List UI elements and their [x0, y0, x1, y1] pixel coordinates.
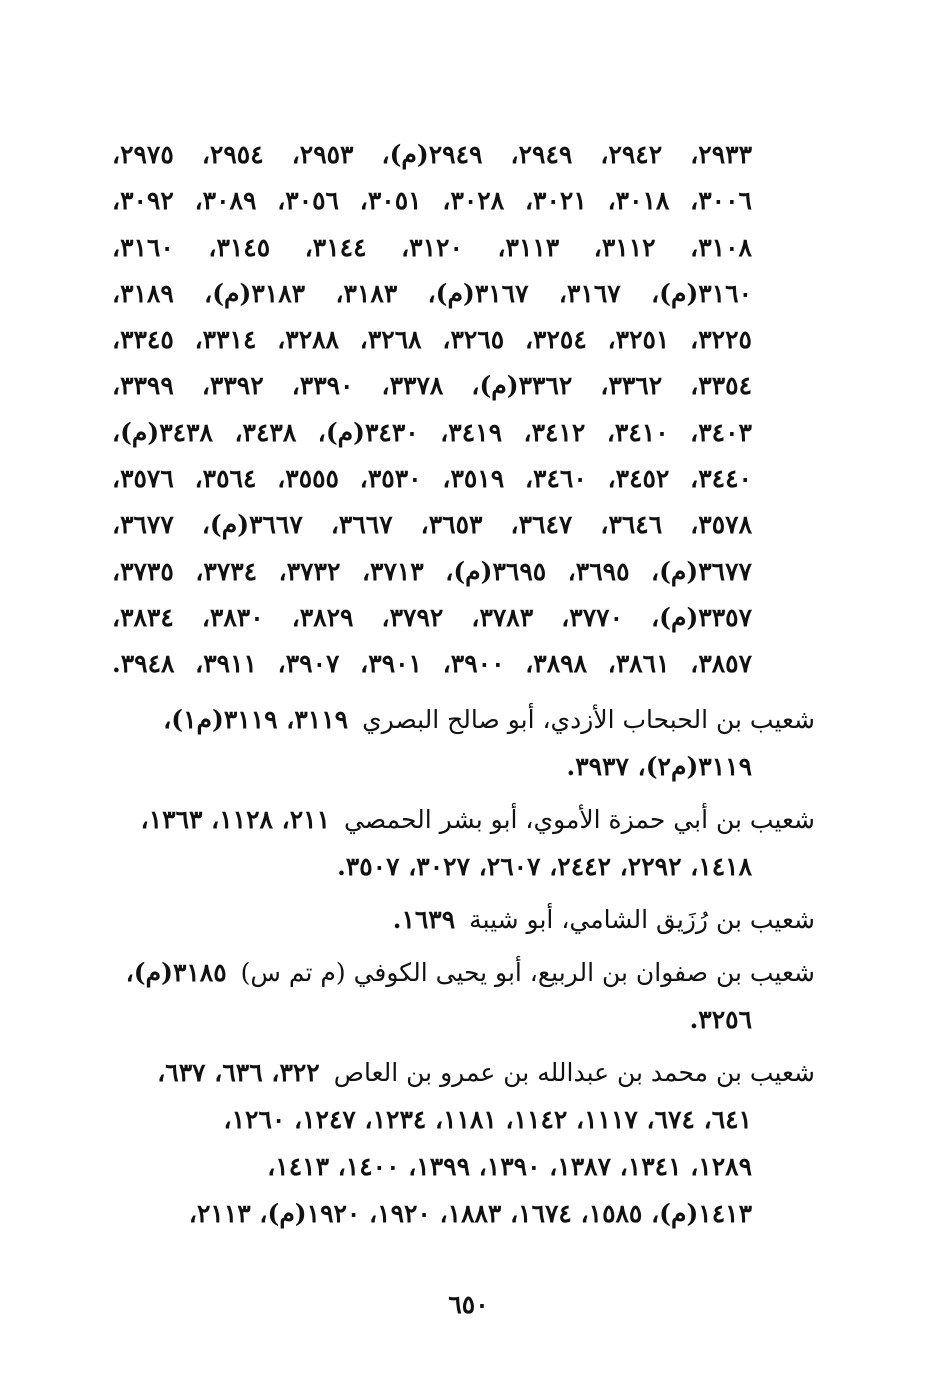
- reference-continuation-line: ٦٤١، ٦٧٤، ١١١٧، ١١٤٢، ١١٨١، ١٢٣٤، ١٢٤٧، ١٢٦٠،: [223, 1105, 752, 1134]
- narrator-name: شعيب بن أبي حمزة الأموي، أبو بشر الحمصي: [344, 805, 815, 834]
- hadith-references: ٣٢٢، ٦٣٦، ٦٣٧،: [157, 1058, 320, 1087]
- continued-reference-list: [112, 132, 752, 688]
- index-entries: [110, 696, 815, 1243]
- reference-continuation-line: ١٢٨٩، ١٣٤١، ١٣٨٧، ١٣٩٠، ١٣٩٩، ١٤٠٠، ١٤١٣،: [267, 1152, 752, 1181]
- reference-line: ٣٨٥٧، ٣٨٦١، ٣٨٩٨، ٣٩٠٠، ٣٩٠١، ٣٩٠٧، ٣٩١١، ٣٩٤٨.: [112, 649, 753, 679]
- hadith-references: ١٦٣٩.: [392, 905, 456, 934]
- reference-line: ٢٩٣٣، ٢٩٤٢، ٢٩٤٩، ٢٩٤٩(م)، ٢٩٥٣، ٢٩٥٤، ٢٩٧٥،: [112, 140, 752, 169]
- reference-line: ٣٢٢٥، ٣٢٥١، ٣٢٥٤، ٣٢٦٥، ٣٢٦٨، ٣٢٨٨، ٣٣١٤، ٣٣٤٥،: [112, 325, 752, 355]
- hadith-references: ٢١١، ١١٢٨، ١٣٦٣،: [140, 805, 331, 834]
- page-number: ٦٥٠: [448, 1290, 489, 1319]
- hadith-references: ٣١١٩، ٣١١٩(م١)،: [163, 705, 349, 734]
- narrator-name: شعيب بن رُزَيق الشامي، أبو شيبة: [469, 905, 815, 934]
- entry-heading-line: [110, 1049, 815, 1096]
- reference-line: ٣١٦٠(م)، ٣١٦٧، ٣١٦٧(م)، ٣١٨٣، ٣١٨٣(م)، ٣١٨٩،: [112, 278, 752, 308]
- narrator-name: شعيب بن الحبحاب الأزدي، أبو صالح البصري: [362, 705, 815, 734]
- reference-continuation-line: ١٤١٣(م)، ١٥٨٥، ١٦٧٤، ١٨٨٣، ١٩٢٠، ١٩٢٠(م)، ٢١١٣،: [188, 1199, 752, 1228]
- reference-line: ٣٥٧٨، ٣٦٤٦، ٣٦٤٧، ٣٦٥٣، ٣٦٦٧، ٣٦٦٧(م)، ٣٦٧٧،: [112, 510, 752, 540]
- reference-continuation-line: ٣١١٩(م٢)، ٣٩٣٧.: [566, 752, 752, 781]
- index-entry: [110, 896, 815, 943]
- index-entry: [110, 696, 815, 790]
- entry-heading-line: [110, 949, 815, 996]
- index-entry: [110, 949, 815, 1043]
- reference-line: ٣١٠٨، ٣١١٢، ٣١١٣، ٣١٢٠، ٣١٤٤، ٣١٤٥، ٣١٦٠،: [112, 232, 752, 262]
- index-entry: [110, 796, 815, 890]
- reference-line: ٣٦٧٧(م)، ٣٦٩٥، ٣٦٩٥(م)، ٣٧١٣، ٣٧٣٢، ٣٧٣٤، ٣٧٣٥،: [112, 556, 752, 586]
- entry-heading-line: [110, 796, 815, 843]
- narrator-name: شعيب بن محمد بن عبدالله بن عمرو بن العاص: [333, 1058, 815, 1087]
- reference-line: ٣٤٤٠، ٣٤٥٢، ٣٤٦٠، ٣٥١٩، ٣٥٣٠، ٣٥٥٥، ٣٥٦٤، ٣٥٧٦،: [112, 464, 752, 494]
- reference-continuation-line: ٣٢٥٦.: [689, 1005, 752, 1034]
- reference-line: ٣٣٥٤، ٣٣٦٢، ٣٣٦٢(م)، ٣٣٧٨، ٣٣٩٠، ٣٣٩٢، ٣٣٩٩،: [112, 371, 752, 401]
- entry-heading-line: [110, 896, 815, 943]
- index-entry: [110, 1049, 815, 1237]
- narrator-name: شعيب بن صفوان بن الربيع، أبو يحيى الكوفي (م تم س): [240, 958, 815, 987]
- entry-heading-line: [110, 696, 815, 743]
- reference-line: ٣٤٠٣، ٣٤١٠، ٣٤١٢، ٣٤١٩، ٣٤٣٠(م)، ٣٤٣٨، ٣٤٣٨(م)،: [112, 417, 752, 447]
- reference-line: ٣٠٠٦، ٣٠١٨، ٣٠٢١، ٣٠٢٨، ٣٠٥١، ٣٠٥٦، ٣٠٨٩، ٣٠٩٢،: [112, 186, 752, 216]
- hadith-references: ٣١٨٥(م)،: [125, 958, 227, 987]
- reference-line: ٣٣٥٧(م)، ٣٧٧٠، ٣٧٨٣، ٣٧٩٢، ٣٨٢٩، ٣٨٣٠، ٣٨٣٤،: [112, 602, 752, 632]
- reference-continuation-line: ١٤١٨، ٢٢٩٢، ٢٤٤٢، ٢٦٠٧، ٣٠٢٧، ٣٥٠٧.: [337, 852, 752, 881]
